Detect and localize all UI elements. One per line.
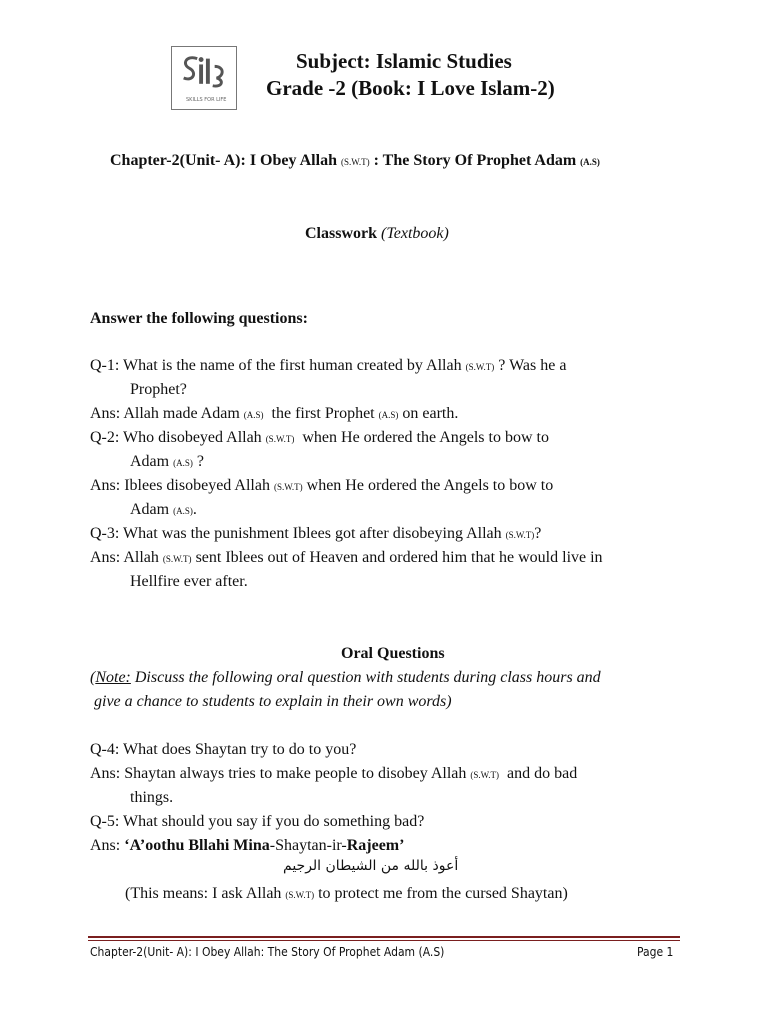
question-1-line1: [90, 357, 566, 375]
q2-text-c: Adam: [130, 453, 170, 470]
subject-title: Subject: Islamic Studies: [296, 49, 512, 73]
a4-text-b: and do bad: [507, 765, 578, 782]
q3-swt: (S.W.T): [505, 530, 535, 540]
answer-2-line1: [90, 477, 553, 495]
chapter-prefix: Chapter-2(Unit- A): I Obey Allah: [110, 152, 337, 169]
a1-as2: (A.S): [378, 410, 399, 420]
a3-text: Ans: Allah: [90, 549, 159, 566]
oral-heading: Oral Questions: [341, 645, 445, 662]
note-text-1: Discuss the following oral question with students during class hours and: [130, 669, 601, 686]
question-1-line2: Prophet?: [130, 381, 187, 398]
q2-swt: (S.W.T): [265, 434, 295, 444]
a1-as: (A.S): [243, 410, 264, 420]
classwork-label: Classwork: [305, 225, 378, 242]
answer-2-line2: [130, 501, 197, 519]
meaning-swt: (S.W.T): [285, 890, 315, 900]
note-label: Note:: [95, 669, 131, 686]
a2-text: Ans: Iblees disobeyed Allah: [90, 477, 270, 494]
question-2-line2: [130, 453, 204, 471]
a1-text-c: on earth.: [402, 405, 459, 422]
chapter-heading: [110, 152, 600, 170]
a4-text: Ans: Shaytan always tries to make people to disobey Allah: [90, 765, 467, 782]
q2-text-b: when He ordered the Angels to bow to: [302, 429, 549, 446]
chapter-middle: : The Story Of Prophet Adam: [373, 152, 577, 169]
note-open: (: [90, 669, 96, 686]
question-2-line1: [90, 429, 549, 447]
footer-rule-thick: [88, 936, 680, 938]
answer-3-line2: Hellfire ever after.: [130, 573, 248, 590]
chapter-as: (A.S): [580, 157, 600, 167]
a3-swt: (S.W.T): [162, 554, 192, 564]
a3-text-b: sent Iblees out of Heaven and ordered him that he would live in: [195, 549, 603, 566]
meaning-text: (This means: I ask Allah: [125, 885, 282, 902]
classwork-note: (Textbook): [381, 225, 449, 242]
a2-as: (A.S): [173, 506, 193, 516]
q1-text-b: ? Was he a: [498, 357, 567, 374]
answer-4-line1: [90, 765, 577, 783]
footer-rule-thin: [88, 940, 680, 941]
oral-note-line1: [90, 669, 601, 687]
q1-text: Q-1: What is the name of the first human created by Allah: [90, 357, 462, 374]
logo-caption: SKILLS FOR LIFE: [186, 97, 227, 103]
classwork-heading: [305, 225, 449, 243]
a5-bold-2: Rajeem’: [346, 837, 405, 854]
q2-as: (A.S): [173, 458, 193, 468]
question-4: Q-4: What does Shaytan try to do to you?: [90, 741, 357, 758]
q1-swt: (S.W.T): [465, 362, 495, 372]
answer-4-line2: things.: [130, 789, 174, 806]
a5-prefix: Ans:: [90, 837, 125, 854]
a5-mid: -Shaytan-ir-: [269, 837, 347, 854]
grade-title: Grade -2 (Book: I Love Islam-2): [266, 76, 555, 100]
q3-text: Q-3: What was the punishment Iblees got after disobeying Allah: [90, 525, 502, 542]
answer-1: [90, 405, 458, 423]
footer-page-number: Page 1: [637, 945, 674, 959]
meaning-text-b: to protect me from the cursed Shaytan): [318, 885, 568, 902]
a2-text-d: .: [192, 501, 197, 518]
q2-text-d: ?: [196, 453, 204, 470]
instructions: Answer the following questions:: [90, 310, 308, 327]
a2-text-c: Adam: [130, 501, 170, 518]
school-logo: [171, 46, 237, 110]
answer-5: [90, 837, 404, 855]
a1-text: Ans: Allah made Adam: [90, 405, 240, 422]
answer-3-line1: [90, 549, 603, 567]
chapter-swt: (S.W.T): [340, 157, 370, 167]
a5-bold-1: ‘A’oothu Bllahi Mina: [124, 837, 270, 854]
question-3: [90, 525, 541, 543]
question-5: Q-5: What should you say if you do something bad?: [90, 813, 425, 830]
a2-swt: (S.W.T): [273, 482, 303, 492]
q2-text: Q-2: Who disobeyed Allah: [90, 429, 262, 446]
a1-text-b: the first Prophet: [271, 405, 375, 422]
q3-text-b: ?: [534, 525, 542, 542]
a2-text-b: when He ordered the Angels to bow to: [306, 477, 554, 494]
arabic-phrase: أعوذ بالله من الشيطان الرجيم: [283, 858, 459, 874]
footer-chapter: Chapter-2(Unit- A): I Obey Allah: The Story Of Prophet Adam (A.S): [90, 945, 445, 959]
oral-note-line2: give a chance to students to explain in their own words): [94, 693, 452, 710]
meaning-line: [125, 885, 568, 903]
a4-swt: (S.W.T): [470, 770, 500, 780]
